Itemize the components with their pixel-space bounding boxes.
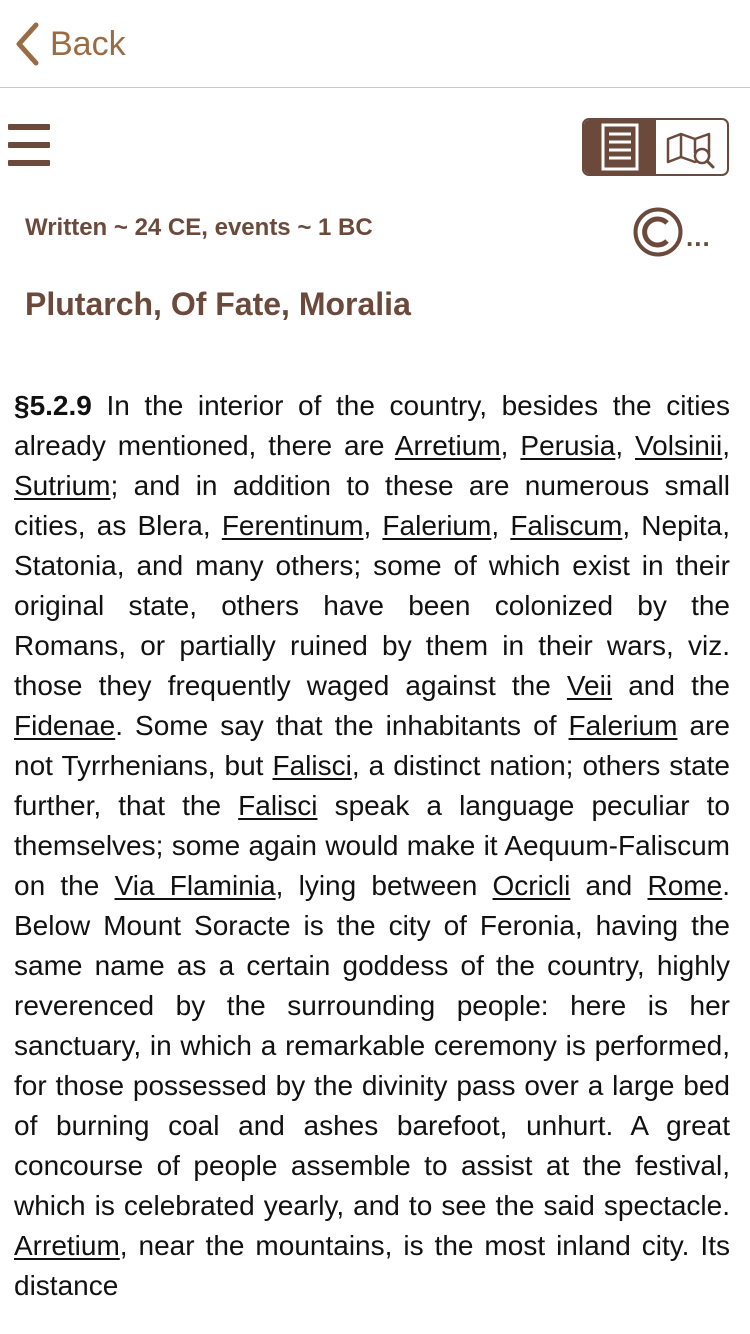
back-label: Back (50, 24, 126, 63)
place-link-fidenae[interactable]: Fidenae (14, 710, 116, 741)
place-link-falisci[interactable]: Falisci (238, 790, 318, 821)
place-link-rome[interactable]: Rome (647, 870, 723, 901)
copyright-ellipsis: ... (686, 221, 711, 252)
text-run: speak a language peculiar to themselves; some again would make it Aequum-Faliscum on the (14, 790, 730, 901)
toolbar (0, 108, 750, 188)
chevron-left-icon (14, 22, 40, 66)
place-link-arretium[interactable]: Arretium (394, 430, 501, 461)
place-link-veii[interactable]: Veii (566, 670, 613, 701)
place-link-via-flaminia[interactable]: Via Flaminia (114, 870, 276, 901)
place-link-falerium[interactable]: Falerium (382, 510, 492, 541)
place-link-arretium[interactable]: Arretium (14, 1230, 120, 1261)
place-link-falisci[interactable]: Falisci (272, 750, 352, 781)
text-run: , near the mountains, is the most inland city. Its distance (14, 1230, 730, 1301)
back-button[interactable] (14, 22, 126, 66)
text-run: , (722, 430, 730, 461)
map-search-icon (665, 123, 717, 171)
copyright-button[interactable] (632, 206, 711, 258)
text-run: , a distinct nation; others state further, that the (14, 750, 730, 821)
text-run: , Nepita, Statonia, and many others; some of which exist in their original state, others have been colonized by the Romans, or partially ruined by them in their wars, viz. those they frequently waged against the (14, 510, 731, 701)
place-link-faliscum[interactable]: Faliscum (510, 510, 623, 541)
text-run: . Some say that the inhabitants of (115, 710, 569, 741)
section-number: §5.2.9 (14, 390, 92, 421)
text-run: , (363, 510, 383, 541)
text-view-button[interactable] (584, 120, 656, 174)
page-title: Plutarch, Of Fate, Moralia (25, 286, 411, 322)
passage-text (14, 386, 730, 1306)
text-run: and (570, 870, 648, 901)
text-document-icon (601, 123, 639, 171)
text-run: , (615, 430, 636, 461)
text-run: and the (612, 670, 730, 701)
place-link-volsinii[interactable]: Volsinii (635, 430, 723, 461)
text-run: . Below Mount Soracte is the city of Feronia, having the same name as a certain goddess of the country, highly reverenced by the surrounding people: here is her sanctuary, in which a remarkable ceremony is performed, for those possessed by the divinity pass over a large bed of burning coal and ashes barefoot, unhurt. A great concourse of people assemble to assist at the festival, which is celebrated yearly, and to see the said spectacle. (14, 870, 730, 1221)
place-link-ferentinum[interactable]: Ferentinum (221, 510, 364, 541)
text-run: , lying between (275, 870, 493, 901)
view-mode-toggle (582, 118, 729, 176)
navigation-bar (0, 0, 750, 88)
text-run: , (491, 510, 511, 541)
place-link-ocricli[interactable]: Ocricli (492, 870, 571, 901)
place-link-falerium[interactable]: Falerium (568, 710, 678, 741)
map-view-button[interactable] (656, 120, 728, 174)
place-link-perusia[interactable]: Perusia (520, 430, 616, 461)
text-run: , (500, 430, 521, 461)
hamburger-menu-icon[interactable] (8, 124, 52, 166)
copyright-icon (632, 206, 684, 258)
text-run: In the interior of the country, besides the cities already mentioned, there are (14, 390, 730, 461)
date-info: Written ~ 24 CE, events ~ 1 BC (25, 214, 373, 241)
place-link-sutrium[interactable]: Sutrium (14, 470, 111, 501)
text-run: ; and in addition to these are numerous small cities, as Blera, (14, 470, 730, 541)
text-run: are not Tyrrhenians, but (14, 710, 730, 781)
